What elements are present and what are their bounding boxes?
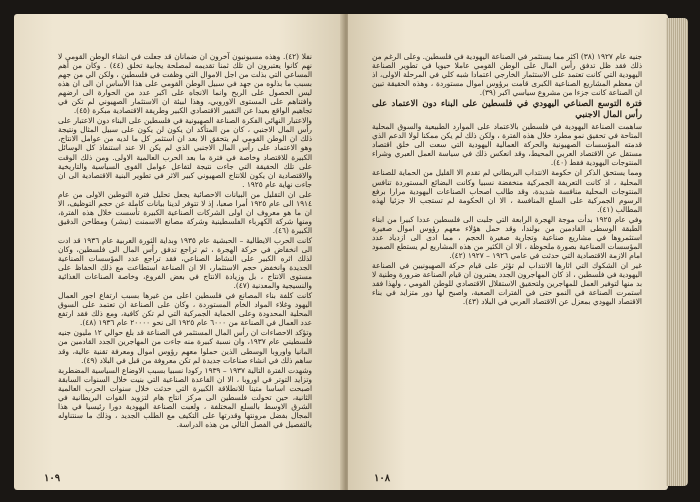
paragraph: على ان التقليل من البيانات الاحصائية يجعل تحليل فترة التوطين الاولى من عام ١٩١٤ الى عام ١٩٢٥ أمرا صعبا، إذ لا تتوفر لدينا بيانات كاملة عن حجم التوظيف، الا ان ما هو معروف ان اولى الشركات الصناعية الكبيرة تأسست خلال هذه الفترة، ومنها شركة الكهرباء الفلسطينية وشركة مصانع الاسمنت (نيشر) ومطاحن الدقيق الكبيرة (٤٦). bbox=[58, 189, 312, 235]
page-number: ١٠٨ bbox=[374, 473, 391, 484]
paragraph: وشهدت الفترة التالية ١٩٣٧ – ١٩٣٩ ركودا نسبيا بسبب الاوضاع السياسية المضطربة وتزايد التوتر في اوروبا ، الا ان القاعدة الصناعية التي بنيت خلال السنوات السابقة اصبحت اساسا متينا للانطلاقة الكبيرة التي حدثت خلال سنوات الحرب العالمية الثانية، حين تحولت فلسطين الى مركز انتاج هام لتزويد القوات البريطانية في الشرق الاوسط بالسلع المختلفة ، ولعبت الصناعة اليهودية دورا رئيسيا في هذا المجال بفضل مرونتها وقدرتها على التكيف مع الطلب الجديد ، وذلك ما سنتناوله بالتفصيل في الفصل التالي من هذه الدراسة. bbox=[58, 365, 312, 429]
paragraph: نفلا (٤٢). وهذه مسيونيون آخرون ان ضمانان قد جعلت في انشاء الوطن القومي لا نهم كانوا يعتبرون ان تلك ثمنا تقديمه لمصلحة يجابية تخلق (٤٤) . وكان من أهم المساعي التي بذلت من اجل الاموال التي وظفت في فلسطين ، ولكن الي من جهم بسبب ما بذلوه من جهد في سبيل الوطن القومي على هذا الأساس ان الى ان هذه ليس الحصول على الربح وانما الانجاه على اكبر عدد من الحوارة الى ارضهم وافتناهم على المستوى الاوروبي، وهذا لبيئة ان الاستثمار الصهيوني لم تكن في تجاهيم الواقع بعيدا عن التقيير الاقتصادي الكبير وطريقة الاقتصادية مبكرة (٤٥). bbox=[58, 52, 312, 116]
paragraph: وفي عام ١٩٢٥ بدأت موجة الهجرة الرابعة التي جلبت الى فلسطين عددا كبيرا من ابناء الطبقة الوسطى القادمين من بولندا، وقد حمل هؤلاء معهم رؤوس اموال صغيرة استثمروها في مشاريع صناعية وتجارية صغيرة الحجم ، مما ادى الى ازدياد عدد المؤسسات الصناعية بصورة ملحوظة ، الا ان الكثير من هذه المشاريع لم يستطع الصمود امام الازمة الاقتصادية التي حدثت في عامي ١٩٢٦ – ١٩٢٧ (٤٢). bbox=[372, 214, 643, 260]
right-page-text bbox=[372, 52, 642, 307]
page-number: ١٠٩ bbox=[44, 473, 61, 484]
paragraph: جنيه عام ١٩٢٧ (٣٨) اكثر مما يستثمر في الصناعة اليهودية في فلسطين. وعلى الرغم من ذلك فقد ظل تدفق رأس المال على الوطن القومي عاملا حيويا في تطوير الصناعة اليهودية التي كانت تعتمد على الاستثمار الخارجي اعتمادا شبه كلي في المرحلة الاولى، اذ ان معظم المشاريع الصناعية الكبرى قامت برؤوس اموال مستوردة ، وهذه الحقيقة تبين ان الصناعة كانت جزءا من مشروع سياسي اكبر (٣٩). bbox=[372, 52, 642, 98]
paragraph: غير ان الشكوك التي اثارها الانتداب لم تؤثر على قيام حركة الصهيونيين في الصناعة اليهودية في فلسطين ، اذ كان المهاجرون الجدد يعتبرون ان قيام الصناعة ضرورة وطنية لا بد منها لتوفير العمل للمهاجرين ولتحقيق الاستقلال الاقتصادي للوطن القومي ، ولهذا فقد استمرت الصناعة في النمو حتى في الفترات الصعبة، واصبح لها دور متزايد في بناء الاقتصاد اليهودي بمعزل عن الاقتصاد العربي في البلاد (٤٣). bbox=[372, 260, 642, 307]
section-heading: فترة التوسع الصناعي اليهودي في فلسطين على البناء دون الاعتماد على رأس المال الاجنبي bbox=[372, 99, 642, 120]
page-edges bbox=[666, 18, 688, 486]
paragraph: ومما يستحق الذكر ان حكومة الانتداب البريطاني لم تقدم الا القليل من الحماية للصناعة المحلية ، اذ كانت التعريفة الجمركية منخفضة نسبيا وكانت البضائع المستوردة تنافس المنتوجات المحلية منافسة شديدة، وقد طالب اصحاب الصناعات اليهودية مرارا برفع الرسوم الجمركية على السلع المنافسة ، الا ان الحكومة لم تستجب الا جزئيا لهذه المطالب (٤١). bbox=[372, 168, 642, 214]
paragraph: كانت الحرب الايطالية – الحبشية عام ١٩٣٥ وبداية الثورة العربية عام ١٩٣٦ قد ادت الى انخفاض في حركة الهجرة ، ثم تراجع تدفق رأس المال الى فلسطين، وكان لذلك اثره الكبير على النشاط الصناعي، فقد تراجع عدد المؤسسات الصناعية الجديدة وانخفض حجم الاستثمار، الا ان الصناعة استطاعت مع ذلك الحفاظ على مستوى الانتاج ، بل وزيادة الانتاج في بعض الفروع، وخاصة الصناعات الغذائية والنسيجية والمعدنية (٤٧). bbox=[58, 235, 312, 291]
right-page bbox=[348, 14, 668, 490]
paragraph: كانت كلفة بناء المصانع في فلسطين اعلى من غيرها بسبب ارتفاع اجور العمال اليهود وغلاء المواد الخام المستوردة ، وكان على الصناعة ان تعتمد على السوق المحلية المحدودة وعلى الحماية الجمركية التي لم تكن كافية، ومع ذلك فقد ارتفع عدد العمال في الصناعة من ٦٠٠٠ عام ١٩٢٥ الى نحو ٢٠٠٠٠ عام ١٩٣٦ (٤٨). bbox=[58, 291, 312, 328]
left-page bbox=[14, 14, 344, 490]
open-book bbox=[8, 8, 692, 496]
paragraph: ساهمت الصناعة اليهودية في فلسطين بالاعتماد على الموارد الطبيعية والسوق المحلية المتاحة في تحقيق نمو مطرد خلال هذه الفترة ، ولكن ذلك لم يكن ممكنا لولا الدعم الذي قدمته المؤسسات الصهيونية والحركة العمالية اليهودية التي سعت الى خلق اقتصاد مستقل عن الاقتصاد العربي المحيط، وقد انعكس ذلك في سياسة العمل العبري وشراء المنتوجات اليهودية فقط (٤٠). bbox=[372, 122, 642, 168]
paragraph: والاعتبار النهائي الفكرة الصناعة الصهيونية في فلسطين على البناء دون الاعتبار على رأس المال الاجنبي ، كان من المتأكد ان يكون لن يكون على سبيل المثال ونتيجة ذلك ان الوطن القومي لم يتحقق الا بعد ان استثمر كل ما لديه من عوامل الانتاج، وهو الاعتماد على رأس المال الاجنبي الذي لم يكن الا عند استنفاذ كل الوسائل الكبيرة للاقتصاد وخاصة في فترة ما بعد الحرب العالمية الاولى. ومن ذلك الوقت على تلك الحقيقة التي جاءت نتيجة لتفاعل عوامل القوى السياسية والتاريخية والاقتصادية ان يكون للانتاج الصهيوني كبير الاثر في تطوير البنية الاقتصادية الى ان جاءت نهاية عام ١٩٢٥ . bbox=[58, 116, 312, 189]
left-page-text bbox=[58, 52, 312, 430]
paragraph: وتؤكد الاحصاءات ان رأس المال المستثمر في الصناعة قد بلغ حوالي ١٢ مليون جنيه فلسطيني عام ١٩٣٧، وان نسبة كبيرة منه جاءت من المهاجرين الجدد القادمين من المانيا واوروبا الوسطى الذين حملوا معهم رؤوس اموال ومعرفة تقنية عالية، وقد ساهم ذلك في انشاء صناعات جديدة لم تكن معروفة من قبل في البلاد (٤٩). bbox=[58, 328, 312, 365]
